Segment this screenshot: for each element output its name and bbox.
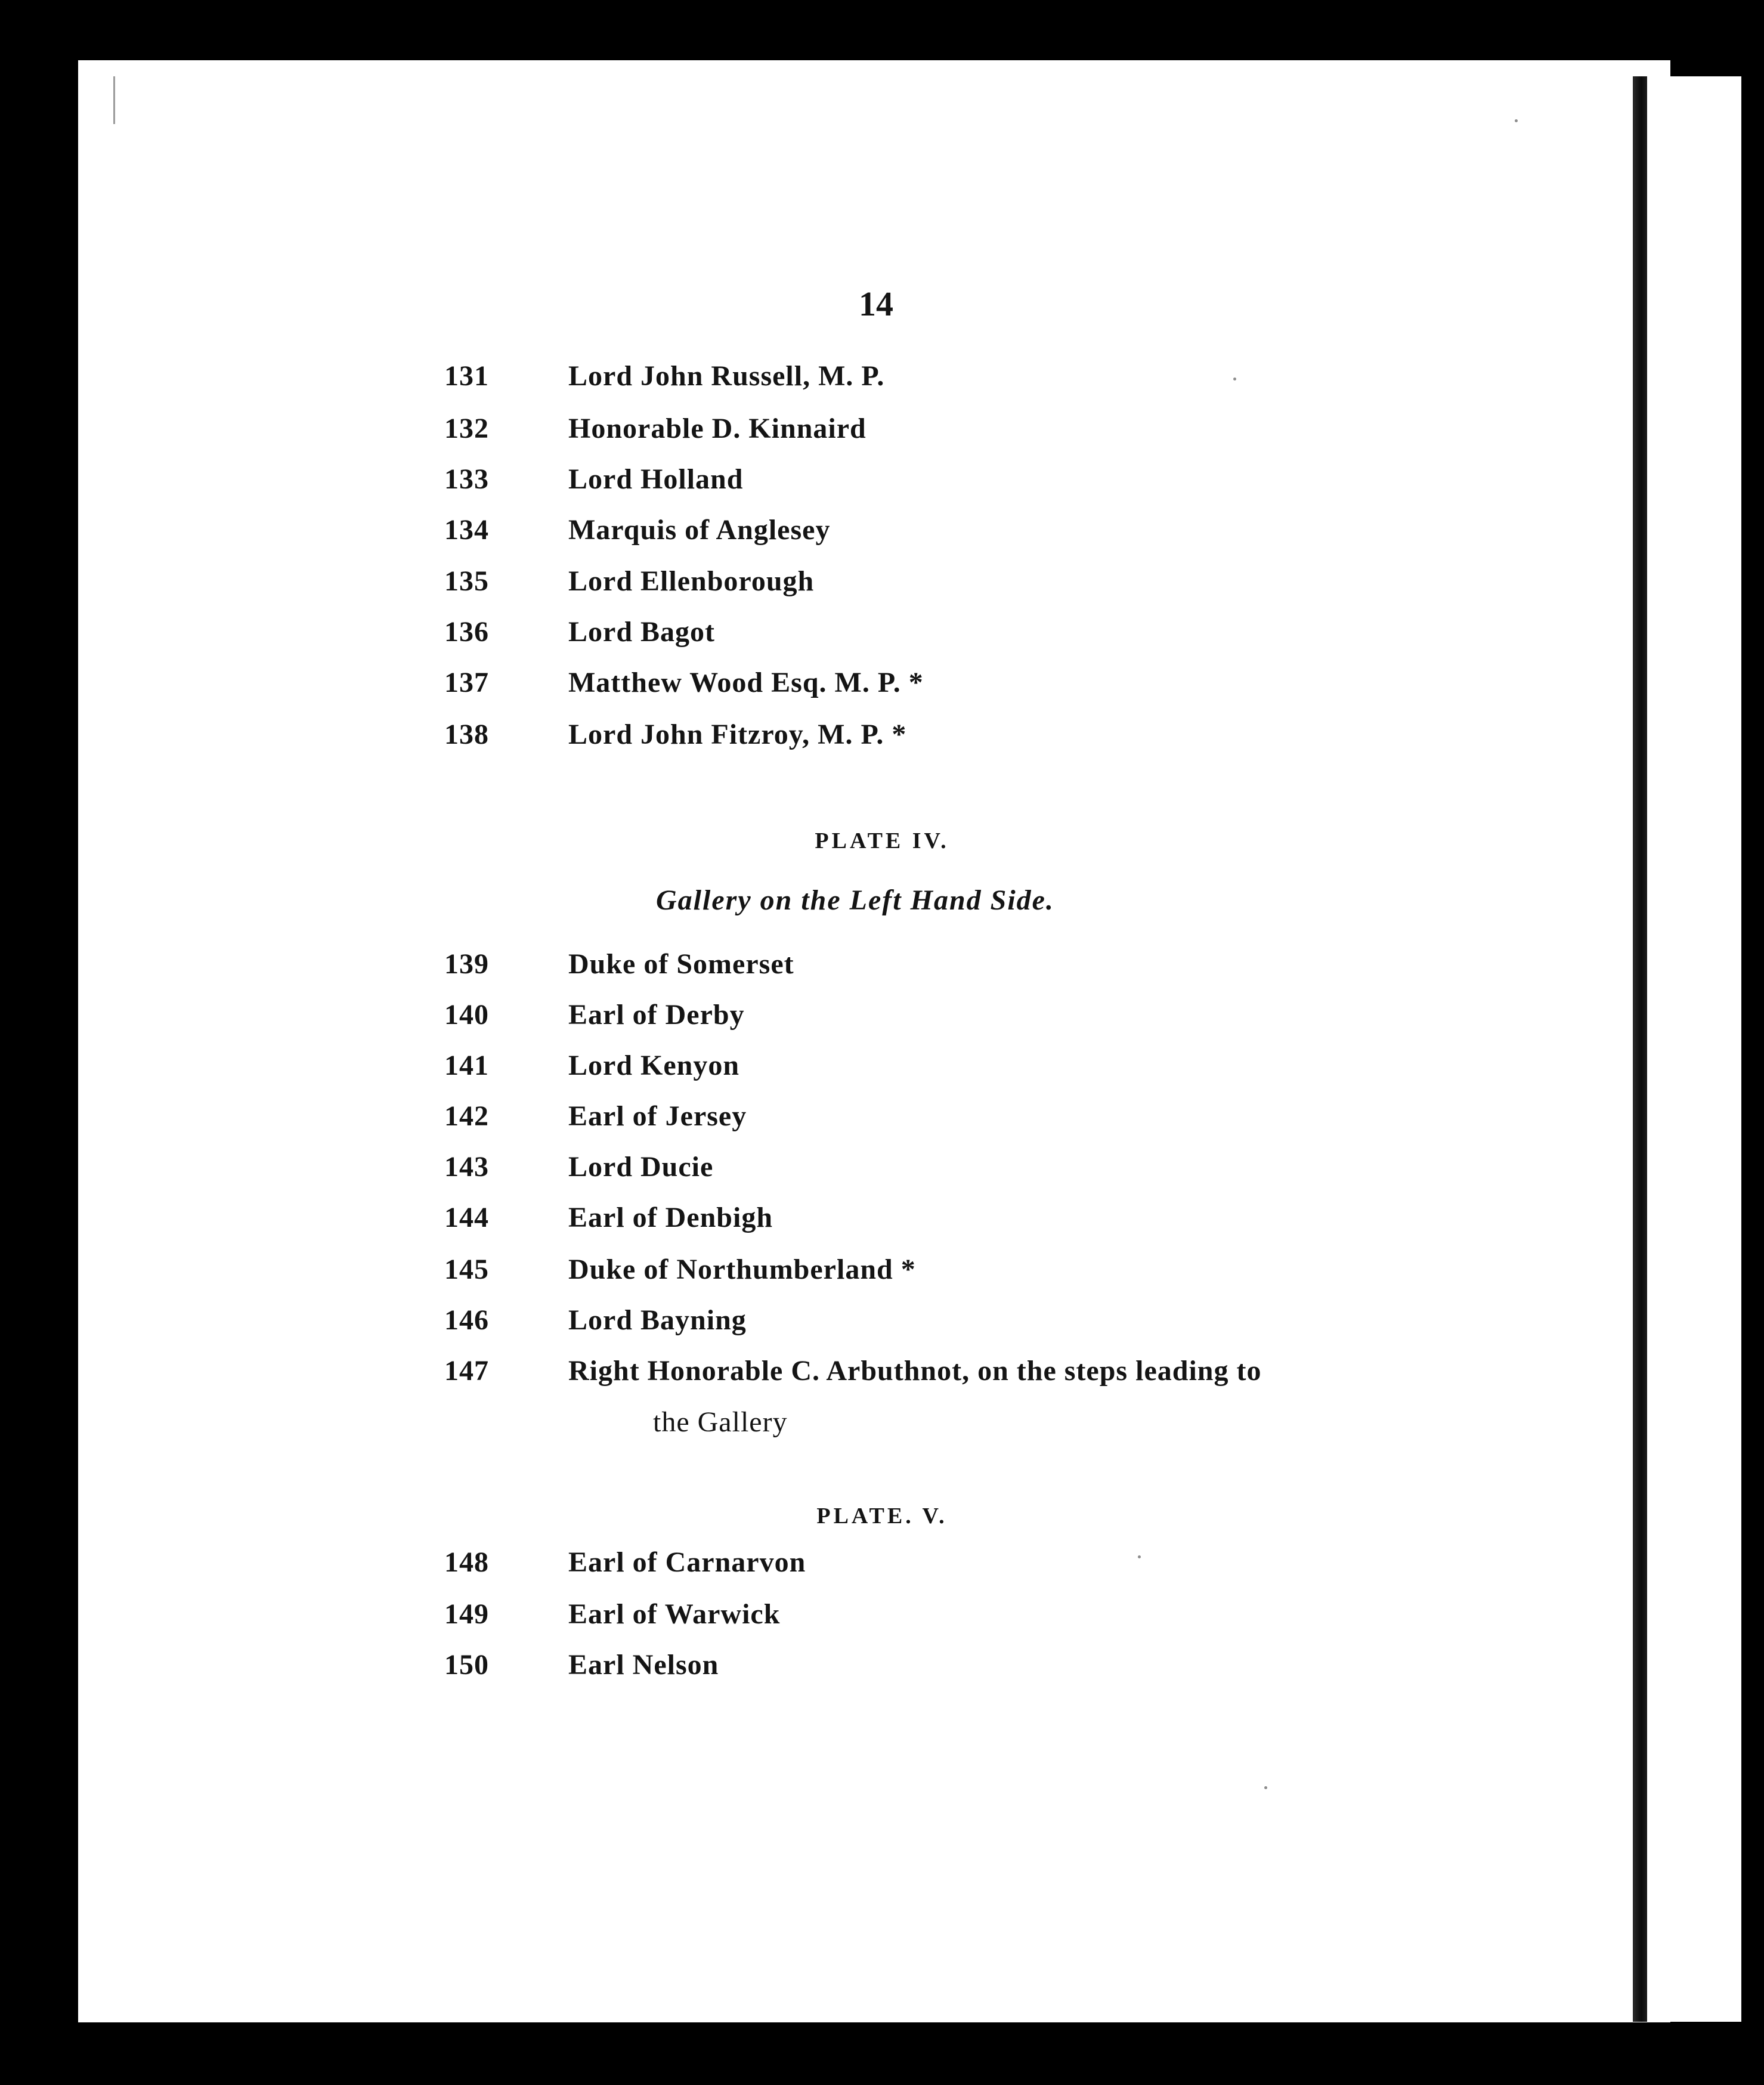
entry-name: Lord Holland: [568, 463, 744, 495]
list-item: [444, 1643, 719, 1687]
entry-name: Right Honorable C. Arbuthnot, on the steps leading to: [568, 1355, 1262, 1387]
list-item: [444, 457, 743, 502]
entry-number: 134: [444, 514, 489, 546]
page-number: 14: [859, 284, 893, 323]
entry-number: 136: [444, 616, 489, 648]
entry-number: 140: [444, 999, 489, 1031]
entry-continuation: the Gallery: [653, 1406, 788, 1438]
scan-speck: [1515, 119, 1518, 122]
list-item: [444, 1592, 780, 1637]
scan-speck: [1138, 1555, 1141, 1558]
entry-number: 147: [444, 1355, 489, 1387]
entry-name: Earl of Warwick: [568, 1598, 781, 1630]
entry-number: 135: [444, 565, 489, 597]
entry-number: 141: [444, 1050, 489, 1081]
entry-name: Lord John Russell, M. P.: [568, 360, 885, 392]
scan-speck: [1233, 378, 1236, 381]
entry-name: Honorable D. Kinnaird: [568, 413, 866, 444]
entry-number: 139: [444, 948, 489, 980]
list-item: [444, 942, 794, 986]
entry-number: 149: [444, 1598, 489, 1630]
entry-name: Earl of Jersey: [568, 1100, 747, 1132]
list-item: [444, 559, 814, 604]
list-item: [444, 1349, 1261, 1393]
list-item: [444, 1145, 713, 1189]
entry-number: 150: [444, 1649, 489, 1681]
list-item: [444, 661, 924, 705]
entry-number: 132: [444, 413, 489, 444]
list-item: [444, 1196, 773, 1240]
list-item: [444, 407, 866, 451]
list-item: [444, 508, 830, 552]
entry-number: 142: [444, 1100, 489, 1132]
entry-name: Earl Nelson: [568, 1649, 719, 1681]
entry-name: Matthew Wood Esq. M. P. *: [568, 667, 924, 698]
plate-heading: PLATE IV.: [815, 828, 949, 853]
entry-name: Lord Ducie: [568, 1151, 714, 1183]
list-item: [444, 1094, 747, 1139]
entry-name: Earl of Derby: [568, 999, 745, 1031]
entry-number: 145: [444, 1254, 489, 1285]
entry-number: 146: [444, 1304, 489, 1336]
entry-name: Marquis of Anglesey: [568, 514, 831, 546]
facing-page-edge: [1647, 76, 1741, 2022]
entry-number: 138: [444, 719, 489, 750]
entry-name: Duke of Northumberland *: [568, 1254, 916, 1285]
plate-subheading: Gallery on the Left Hand Side.: [656, 884, 1054, 916]
scan-speck: [1264, 1786, 1267, 1789]
entry-number: 144: [444, 1202, 489, 1233]
entry-name: Duke of Somerset: [568, 948, 794, 980]
list-item: [444, 993, 745, 1037]
entry-number: 131: [444, 360, 489, 392]
list-item: [444, 1298, 747, 1342]
entry-name: Lord Bayning: [568, 1304, 747, 1336]
entry-name: Earl of Carnarvon: [568, 1546, 806, 1578]
page-edge-mark: [113, 76, 115, 124]
list-item: [444, 354, 884, 398]
entry-name: Lord Ellenborough: [568, 565, 815, 597]
entry-name: Lord Kenyon: [568, 1050, 740, 1081]
entry-name: Earl of Denbigh: [568, 1202, 773, 1233]
entry-number: 133: [444, 463, 489, 495]
list-item: [444, 1248, 916, 1292]
list-item: [444, 1540, 806, 1585]
entry-name: Lord John Fitzroy, M. P. *: [568, 719, 907, 750]
list-item: [444, 1044, 739, 1088]
list-item: [444, 713, 906, 757]
entry-name: Lord Bagot: [568, 616, 716, 648]
entry-number: 137: [444, 667, 489, 698]
binding-shadow: [1633, 76, 1647, 2022]
plate-heading: PLATE. V.: [816, 1504, 948, 1529]
entry-number: 143: [444, 1151, 489, 1183]
entry-number: 148: [444, 1546, 489, 1578]
list-item: [444, 610, 715, 654]
